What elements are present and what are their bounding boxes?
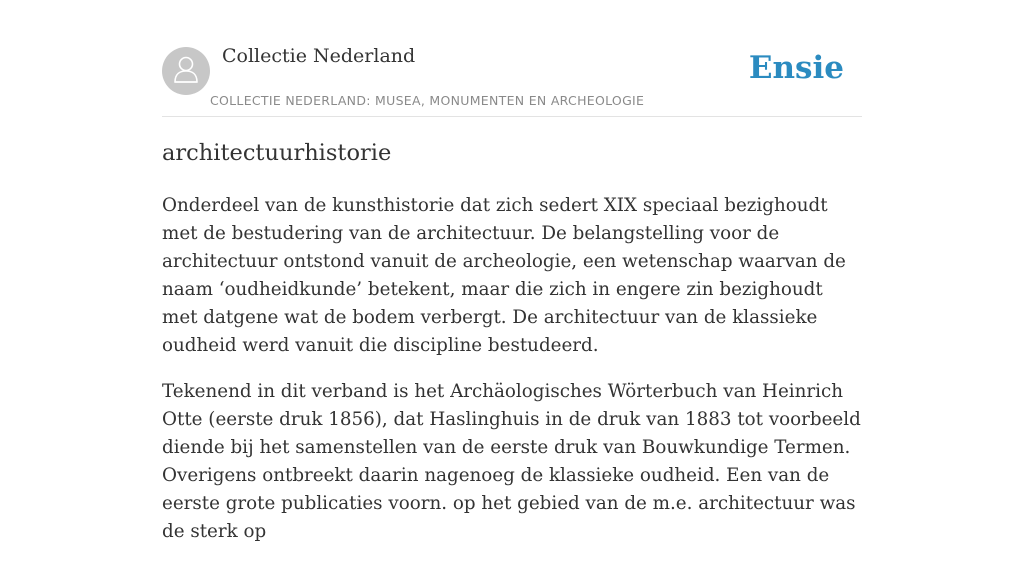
ensie-logo[interactable]: Ensie	[748, 50, 844, 86]
user-icon	[172, 54, 200, 89]
paragraph-2: Tekenend in dit verband is het Archäologisches Wörterbuch van Heinrich Otte (eerste druk 1856), dat Haslinghuis in de druk van 1883 tot voorbeeld diende bij het samenstellen van de eerste druk van Bouwkundige Termen. Overigens ontbreekt daarin nagenoeg de klassieke oudheid. Een van de eerste grote publicaties voorn. op het gebied van de m.e. architectuur was de sterk op	[162, 381, 861, 542]
article-title: architectuurhistorie	[162, 140, 392, 166]
author-avatar[interactable]	[162, 47, 210, 95]
page	[162, 0, 862, 542]
article-body	[162, 192, 862, 564]
article-header	[162, 0, 862, 117]
author-name[interactable]: Collectie Nederland	[222, 45, 416, 67]
source-label[interactable]: COLLECTIE NEDERLAND: MUSEA, MONUMENTEN EN ARCHEOLOGIE	[210, 93, 645, 108]
paragraph-1: Onderdeel van de kunsthistorie dat zich sedert XIX speciaal bezighoudt met de bestudering van de architectuur. De belangstelling voor de architectuur ontstond vanuit de archeologie, een wetenschap waarvan de naam ‘oudheidkunde’ betekent, maar die zich in engere zin bezighoudt met datgene wat de bodem verbergt. De architectuur van de klassieke oudheid werd vanuit die discipline bestudeerd.	[162, 195, 846, 356]
